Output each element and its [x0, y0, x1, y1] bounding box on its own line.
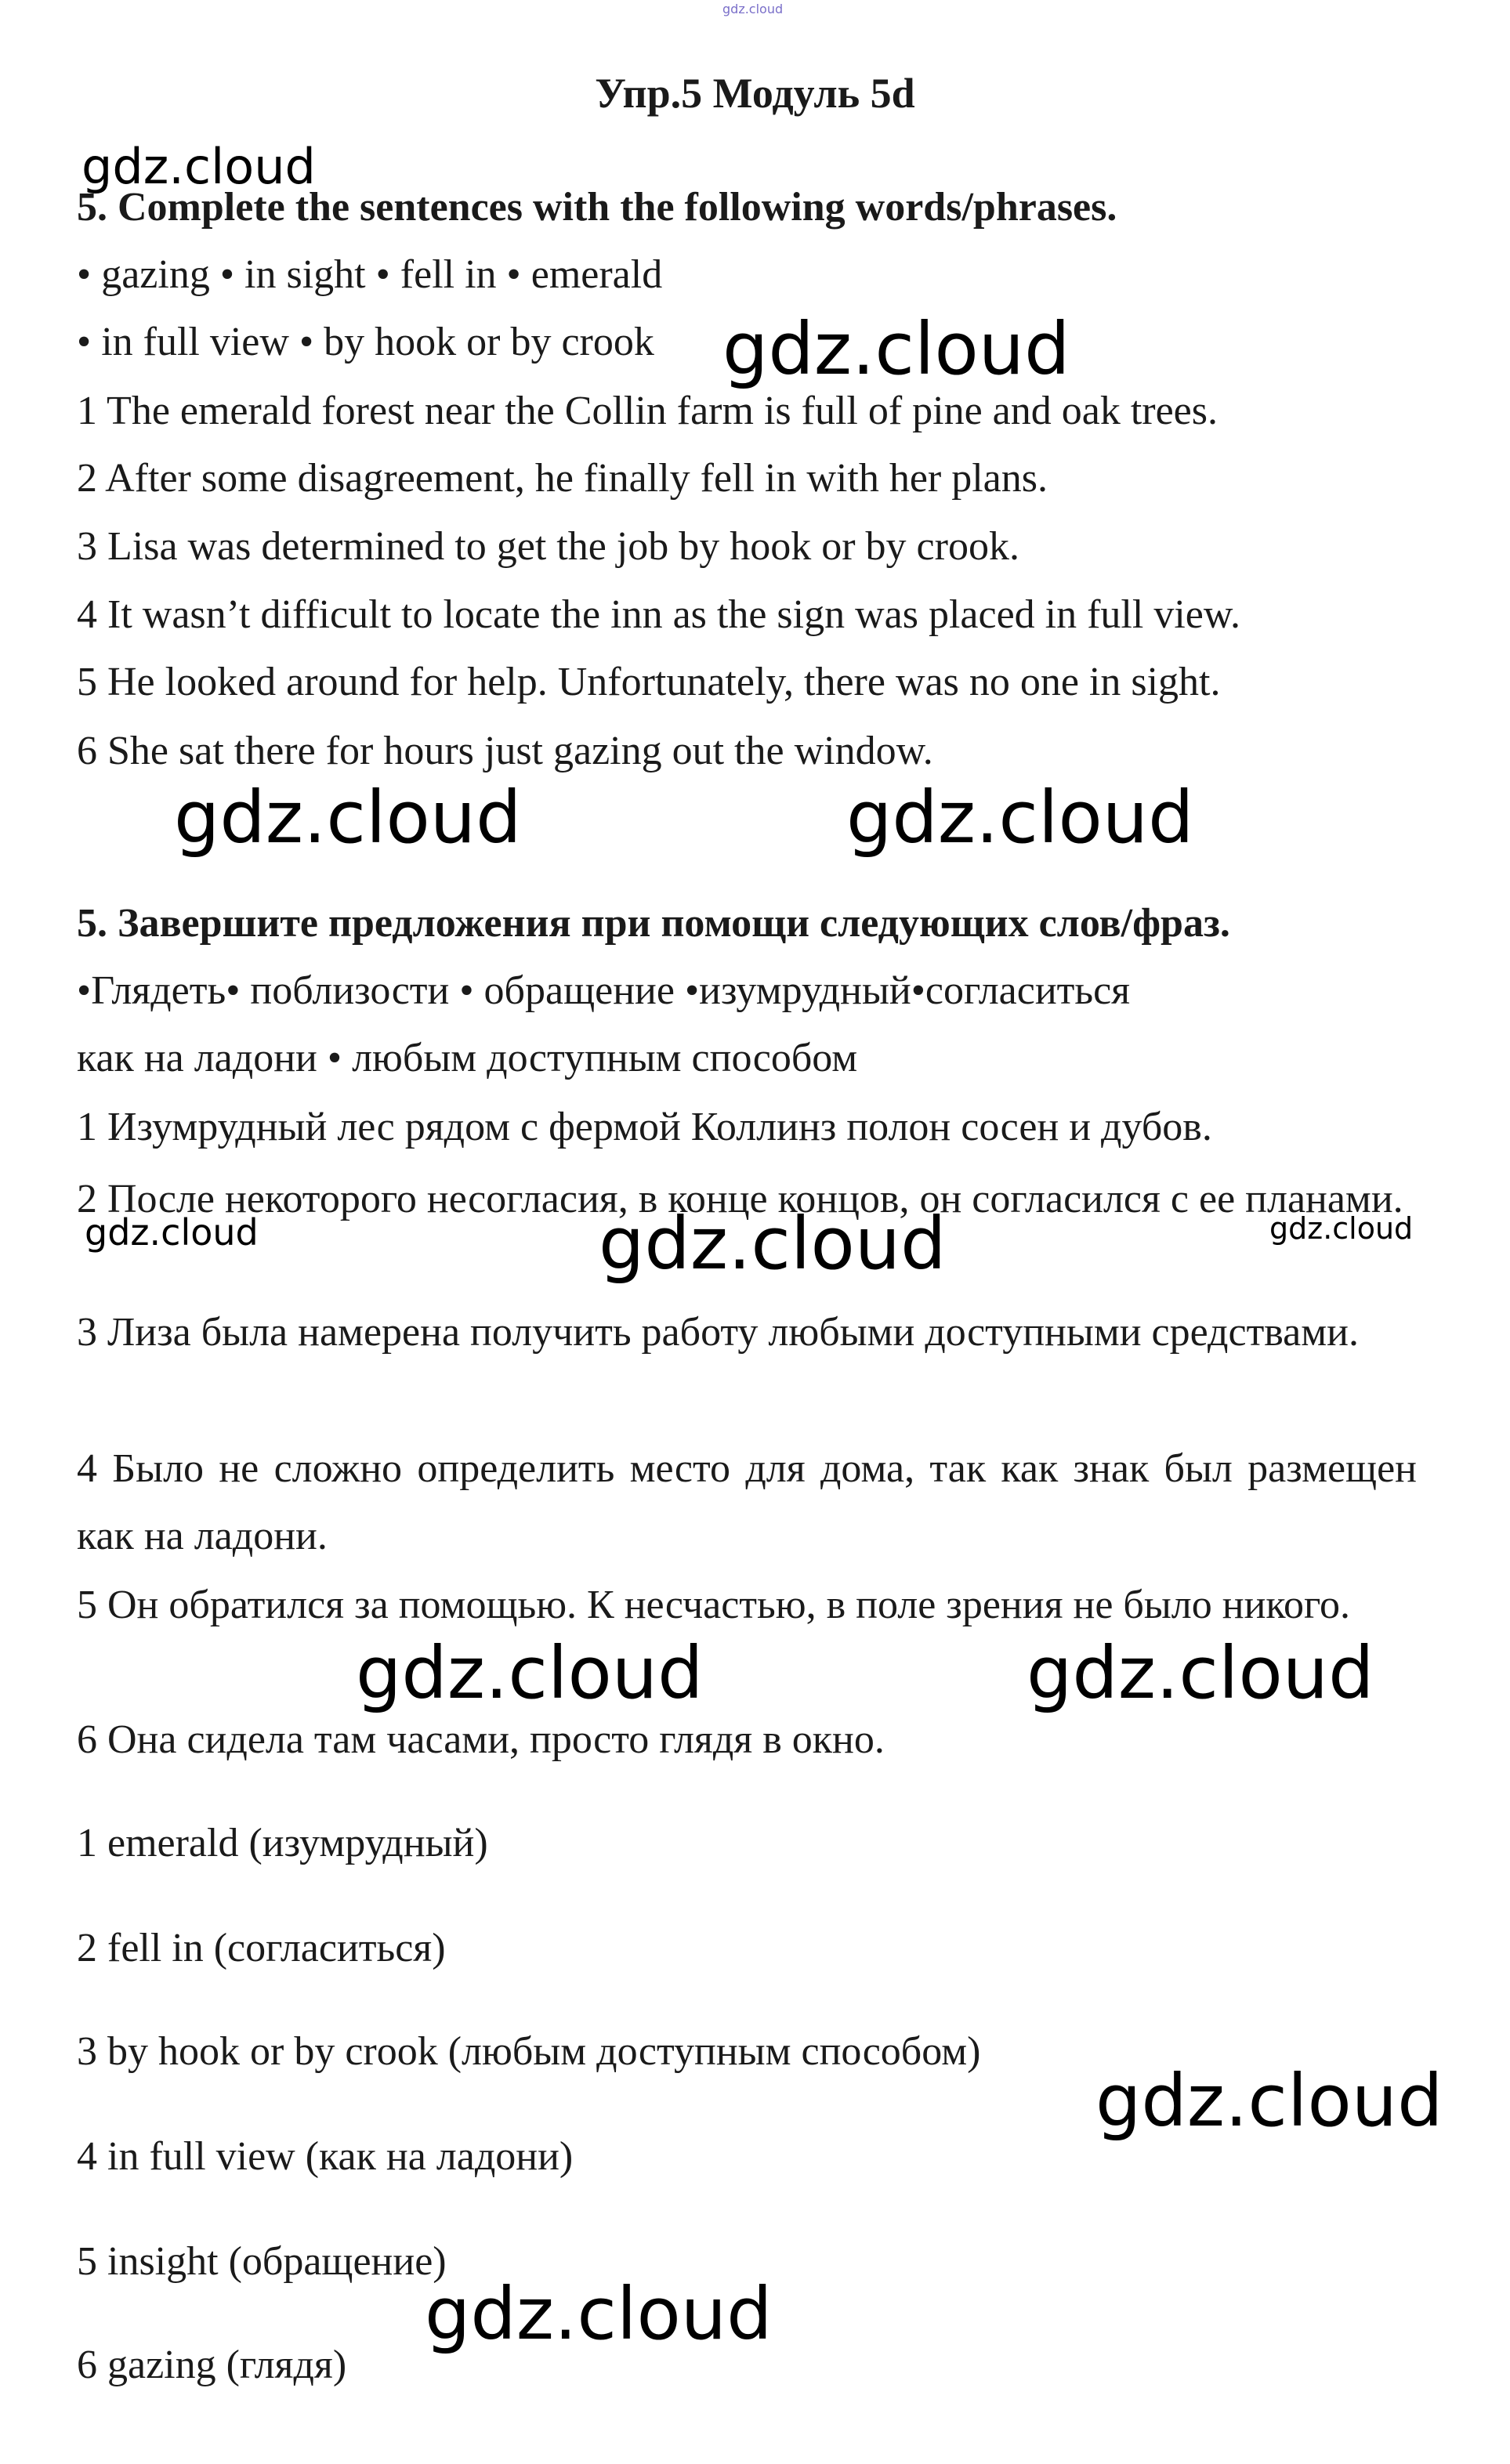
english-word-list-1: • gazing • in sight • fell in • emerald [77, 252, 663, 297]
watermark: gdz.cloud [722, 307, 1070, 391]
english-sentence-4: 4 It wasn’t difficult to locate the inn as the sign was placed in full view. [77, 592, 1241, 637]
russian-sentence-5: 5 Он обратился за помощью. К несчастью, в поле зрения не было никого. [77, 1583, 1351, 1627]
english-sentence-5: 5 He looked around for help. Unfortunately, there was no one in sight. [77, 660, 1221, 704]
page-title: Упр.5 Модуль 5d [595, 70, 915, 117]
english-sentence-6: 6 She sat there for hours just gazing out the window. [77, 729, 933, 773]
answer-1: 1 emerald (изумрудный) [77, 1821, 488, 1865]
answer-3: 3 by hook or by crook (любым доступным способом) [77, 2029, 981, 2074]
russian-heading: 5. Завершите предложения при помощи следующих слов/фраз. [77, 901, 1230, 946]
english-sentence-3: 3 Lisa was determined to get the job by hook or by crook. [77, 524, 1019, 569]
watermark: gdz.cloud [174, 776, 522, 859]
answer-2: 2 fell in (согласиться) [77, 1926, 446, 1970]
watermark: gdz.cloud [599, 1202, 947, 1286]
russian-sentence-6: 6 Она сидела там часами, просто глядя в окно. [77, 1717, 885, 1762]
watermark: gdz.cloud [356, 1631, 704, 1715]
english-heading: 5. Complete the sentences with the following words/phrases. [77, 185, 1117, 230]
russian-word-list-2: как на ладони • любым доступным способом [77, 1036, 858, 1080]
english-sentence-1: 1 The emerald forest near the Collin farm is full of pine and oak trees. [77, 389, 1218, 433]
english-word-list-2: • in full view • by hook or by crook [77, 320, 654, 364]
russian-sentence-2: 2 После некоторого несогласия, в конце концов, он согласился с ее планами. [77, 1177, 1403, 1221]
watermark: gdz.cloud [1269, 1211, 1414, 1246]
watermark: gdz.cloud [425, 2272, 773, 2356]
watermark: gdz.cloud [85, 1211, 259, 1254]
answer-6: 6 gazing (глядя) [77, 2343, 347, 2387]
russian-sentence-1: 1 Изумрудный лес рядом с фермой Коллинз полон сосен и дубов. [77, 1105, 1212, 1149]
russian-sentence-4: 4 Было не сложно определить место для дома, так как знак был размещен как на ладони. [77, 1446, 1417, 1558]
watermark: gdz.cloud [1095, 2059, 1443, 2143]
watermark: gdz.cloud [1027, 1631, 1374, 1715]
russian-word-list-1: •Глядеть• поблизости • обращение •изумрудный•согласиться [77, 968, 1131, 1013]
russian-sentence-3: 3 Лиза была намерена получить работу любыми доступными средствами. [77, 1310, 1359, 1355]
watermark: gdz.cloud [81, 138, 316, 195]
answer-4: 4 in full view (как на ладони) [77, 2134, 574, 2179]
top-watermark: gdz.cloud [722, 2, 784, 16]
english-sentence-2: 2 After some disagreement, he finally fell in with her plans. [77, 456, 1048, 501]
answer-5: 5 insight (обращение) [77, 2239, 447, 2284]
watermark: gdz.cloud [846, 776, 1194, 859]
